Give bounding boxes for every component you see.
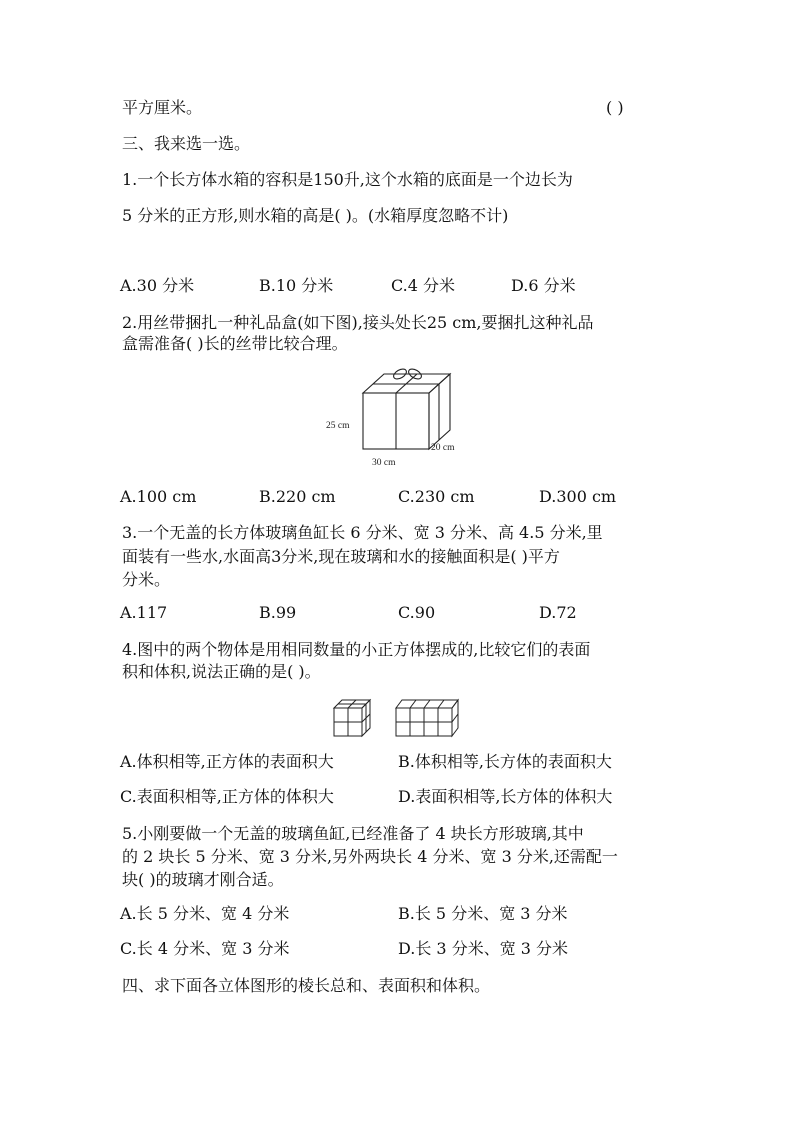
cuboid-stack-4x2x1 [396, 700, 458, 736]
q3-option-d: D.72 [539, 603, 577, 622]
q4-line-1: 4.图中的两个物体是用相同数量的小正方体摆成的,比较它们的表面 [122, 640, 591, 659]
width-label: 20 cm [431, 443, 455, 453]
q5-option-d: D.长 3 分米、宽 3 分米 [398, 939, 569, 958]
q5-line-1: 5.小刚要做一个无盖的玻璃鱼缸,已经准备了 4 块长方形玻璃,其中 [122, 824, 584, 843]
cube-stacks-figure [330, 696, 462, 740]
length-label: 30 cm [372, 458, 396, 468]
q2-line-1: 2.用丝带捆扎一种礼品盒(如下图),接头处长25 cm,要捆扎这种礼品 [122, 313, 594, 332]
q1-option-c: C.4 分米 [391, 276, 456, 295]
q3-line-1: 3.一个无盖的长方体玻璃鱼缸长 6 分米、宽 3 分米、高 4.5 分米,里 [122, 523, 603, 542]
q3-option-a: A.117 [120, 603, 168, 622]
q4-line-2: 积和体积,说法正确的是( )。 [122, 662, 321, 681]
q4-option-b: B.体积相等,长方体的表面积大 [398, 752, 612, 771]
q3-line-2: 面装有一些水,水面高3分米,现在玻璃和水的接触面积是( )平方 [122, 547, 560, 566]
q5-line-2: 的 2 块长 5 分米、宽 3 分米,另外两块长 4 分米、宽 3 分米,还需配一 [122, 847, 618, 866]
section-3-title: 三、我来选一选。 [122, 134, 251, 153]
q4-option-c: C.表面积相等,正方体的体积大 [120, 787, 334, 806]
previous-question-tail: 平方厘米。 [122, 98, 203, 117]
gift-box-figure [320, 368, 470, 472]
q3-option-c: C.90 [398, 603, 436, 622]
q2-option-a: A.100 cm [120, 487, 197, 506]
answer-parentheses: ( ) [606, 98, 624, 117]
q2-option-d: D.300 cm [539, 487, 617, 506]
q2-option-b: B.220 cm [259, 487, 336, 506]
q1-line-1: 1.一个长方体水箱的容积是150升,这个水箱的底面是一个边长为 [122, 170, 573, 189]
q5-line-3: 块( )的玻璃才刚合适。 [122, 870, 284, 889]
q5-option-b: B.长 5 分米、宽 3 分米 [398, 904, 568, 923]
q5-option-a: A.长 5 分米、宽 4 分米 [120, 904, 290, 923]
q3-option-b: B.99 [259, 603, 297, 622]
q1-option-d: D.6 分米 [511, 276, 576, 295]
q1-line-2: 5 分米的正方形,则水箱的高是( )。(水箱厚度忽略不计) [122, 206, 509, 225]
section-4-title: 四、求下面各立体图形的棱长总和、表面积和体积。 [122, 976, 491, 995]
q1-option-b: B.10 分米 [259, 276, 334, 295]
q3-line-3: 分米。 [122, 570, 171, 589]
q2-line-2: 盒需准备( )长的丝带比较合理。 [122, 334, 348, 353]
q4-option-d: D.表面积相等,长方体的体积大 [398, 787, 613, 806]
q4-option-a: A.体积相等,正方体的表面积大 [120, 752, 334, 771]
height-label: 25 cm [326, 421, 350, 431]
q2-option-c: C.230 cm [398, 487, 475, 506]
q1-option-a: A.30 分米 [120, 276, 195, 295]
q5-option-c: C.长 4 分米、宽 3 分米 [120, 939, 290, 958]
cube-stack-2x2x2 [334, 700, 370, 736]
